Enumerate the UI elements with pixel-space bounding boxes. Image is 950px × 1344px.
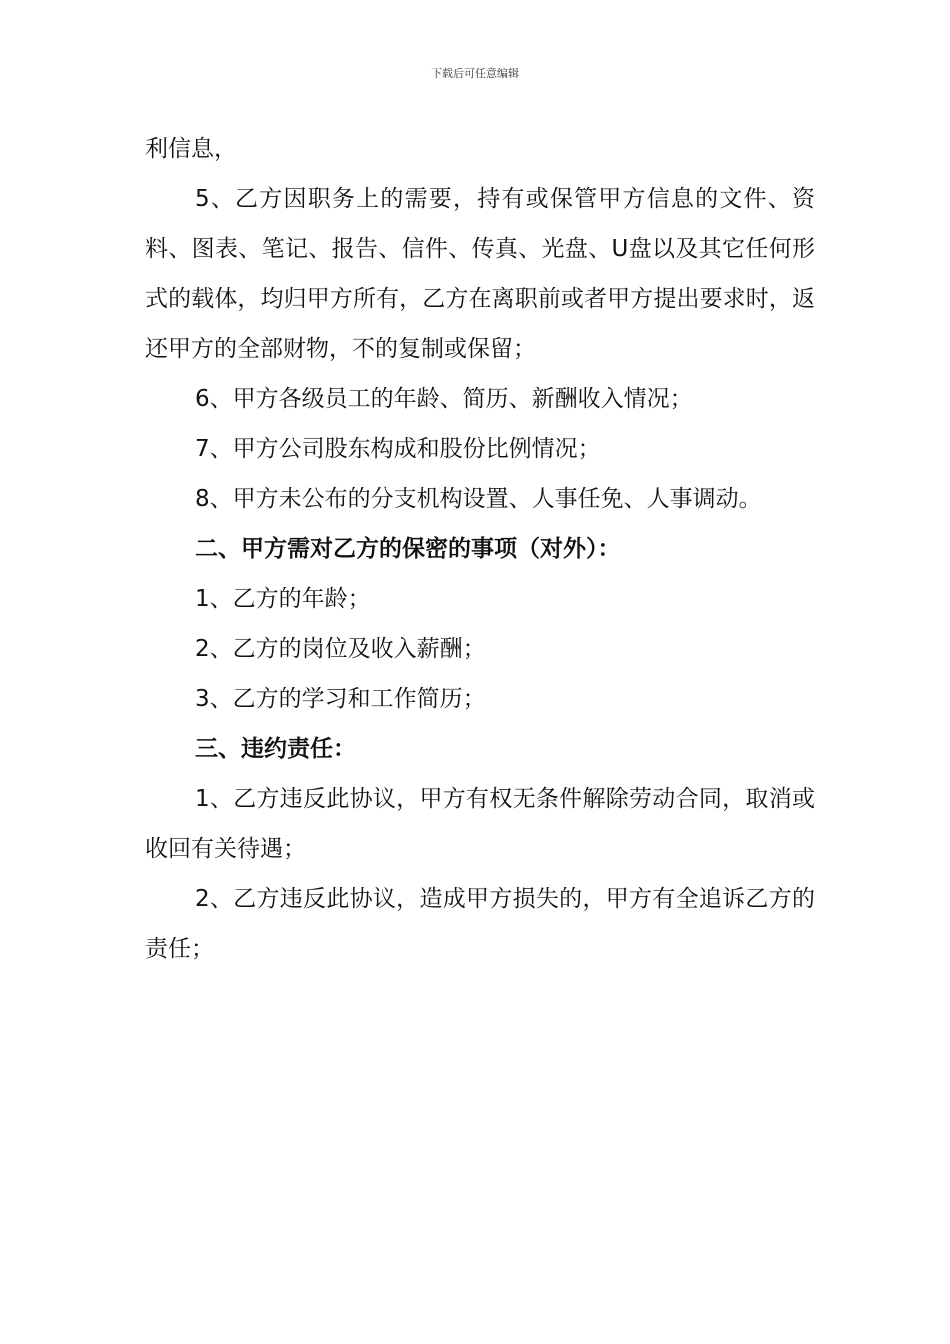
section2-item-3: 3、乙方的学习和工作简历； [195, 686, 486, 712]
list-item-6: 6、甲方各级员工的年龄、简历、新酬收入情况； [195, 386, 693, 412]
list-item-7: 7、甲方公司股东构成和股份比例情况； [195, 436, 601, 462]
section-heading-2: 二、甲方需对乙方的保密的事项（对外）： [195, 536, 621, 562]
list-item-5: 5、乙方因职务上的需要，持有或保管甲方信息的文件、资料、图表、笔记、报告、信件、传真、光盘、U盘以及其它任何形式的载体，均归甲方所有，乙方在离职前或者甲方提出要求时，返还甲方的全部财物，不的复制或保留； [145, 186, 815, 362]
section3-item-2: 2、乙方违反此协议，造成甲方损失的，甲方有全追诉乙方的责任； [145, 886, 815, 962]
section3-item-1: 1、乙方违反此协议，甲方有权无条件解除劳动合同，取消或收回有关待遇； [145, 786, 815, 862]
list-item-8: 8、甲方未公布的分支机构设置、人事任免、人事调动。 [195, 486, 762, 512]
section2-item-2: 2、乙方的岗位及收入薪酬； [195, 636, 486, 662]
section2-item-1: 1、乙方的年龄； [195, 586, 371, 612]
page-header: 下载后可任意编辑 [431, 67, 519, 80]
paragraph-continuation: 利信息， [145, 136, 237, 162]
section-heading-3: 三、违约责任： [195, 736, 356, 762]
document-body [145, 124, 815, 974]
